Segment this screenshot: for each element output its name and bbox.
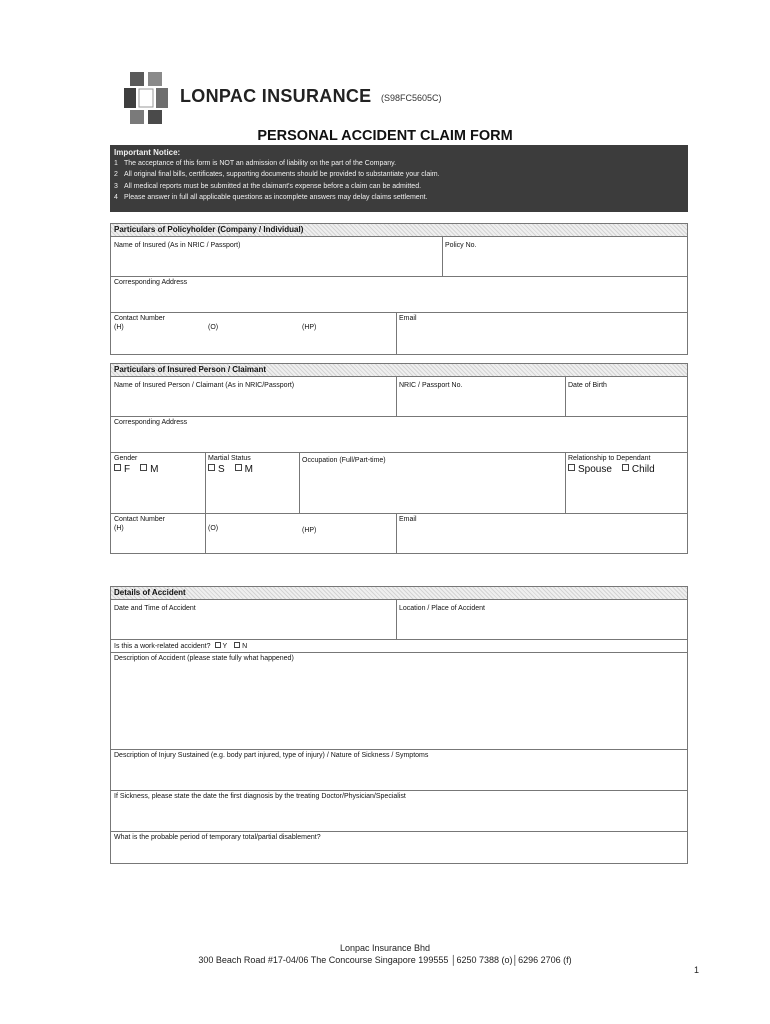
- claimant-phone-office-field[interactable]: (O): [208, 525, 219, 532]
- accident-description-field[interactable]: Description of Accident (please state fully what happened): [114, 655, 294, 662]
- policyholder-contact-label: Contact Number: [114, 315, 165, 322]
- page-number: 1: [694, 965, 700, 975]
- insured-name-field[interactable]: Name of Insured (As in NRIC / Passport): [114, 242, 241, 249]
- registration-number: (S98FC5605C): [381, 93, 442, 103]
- footer-company: Lonpac Insurance Bhd: [339, 943, 431, 953]
- accident-datetime-field[interactable]: Date and Time of Accident: [114, 605, 196, 612]
- notice-item: 3 All medical reports must be submitted at the claimant's expense before a claim can be admitted.: [114, 182, 422, 190]
- work-related-no-checkbox[interactable]: [234, 642, 240, 648]
- claimant-section: [110, 363, 688, 554]
- nric-passport-field[interactable]: NRIC / Passport No.: [399, 382, 463, 389]
- injury-description-field[interactable]: Description of Injury Sustained (e.g. body part injured, type of injury) / Nature of Sickness / Symptoms: [114, 752, 429, 759]
- spouse-checkbox[interactable]: [568, 464, 575, 471]
- policyholder-phone-mobile-field[interactable]: (HP): [302, 324, 317, 331]
- notice-item: 4 Please answer in full all applicable questions as incomplete answers may delay claims settlement.: [114, 194, 428, 202]
- accident-location-field[interactable]: Location / Place of Accident: [399, 605, 485, 612]
- sickness-diagnosis-field[interactable]: If Sickness, please state the date the first diagnosis by the treating Doctor/Physician/Specialist: [114, 793, 406, 800]
- footer-address: 300 Beach Road #17-04/06 The Concourse Singapore 199555 │6250 7388 (o)│6296 2706 (f): [198, 955, 572, 965]
- marital-s-checkbox[interactable]: [208, 464, 215, 471]
- policy-number-field[interactable]: Policy No.: [445, 242, 477, 249]
- relationship-options: Spouse Child: [568, 464, 655, 476]
- gender-options: F M: [114, 464, 158, 476]
- claimant-address-field[interactable]: Corresponding Address: [114, 419, 188, 426]
- work-related-yes-checkbox[interactable]: [215, 642, 221, 648]
- important-notice: [110, 145, 688, 212]
- relationship-label: Relationship to Dependant: [568, 455, 651, 462]
- claimant-email-field[interactable]: Email: [399, 516, 417, 523]
- occupation-field[interactable]: Occupation (Full/Part-time): [302, 457, 386, 464]
- accident-section: [110, 586, 688, 864]
- marital-options: S M: [208, 464, 253, 476]
- company-name: LONPAC INSURANCE: [180, 86, 372, 106]
- gender-m-checkbox[interactable]: [140, 464, 147, 471]
- policyholder-address-field[interactable]: Corresponding Address: [114, 279, 188, 286]
- notice-item: 2 All original final bills, certificates, supporting documents should be provided to substantiate your claim.: [114, 171, 440, 179]
- claimant-name-field[interactable]: Name of Insured Person / Claimant (As in NRIC/Passport): [114, 382, 295, 389]
- policyholder-phone-home-field[interactable]: (H): [114, 324, 124, 331]
- accident-heading: Details of Accident: [111, 587, 687, 600]
- policyholder-heading: Particulars of Policyholder (Company / Individual): [111, 224, 687, 237]
- child-checkbox[interactable]: [622, 464, 629, 471]
- disablement-period-field[interactable]: What is the probable period of temporary total/partial disablement?: [114, 834, 321, 841]
- lonpac-logo-icon: [122, 70, 170, 126]
- marital-status-label: Martial Status: [208, 455, 251, 462]
- notice-title: Important Notice:: [114, 148, 181, 157]
- work-related-question: Is this a work-related accident? Y N: [114, 643, 248, 650]
- claimant-phone-home-field[interactable]: (H): [114, 525, 124, 532]
- gender-f-checkbox[interactable]: [114, 464, 121, 471]
- claimant-contact-label: Contact Number: [114, 516, 165, 523]
- policyholder-section: [110, 223, 688, 355]
- marital-m-checkbox[interactable]: [235, 464, 242, 471]
- claimant-phone-mobile-field[interactable]: (HP): [302, 527, 317, 534]
- policyholder-email-field[interactable]: Email: [399, 315, 417, 322]
- gender-label: Gender: [114, 455, 138, 462]
- policyholder-phone-office-field[interactable]: (O): [208, 324, 219, 331]
- form-title: PERSONAL ACCIDENT CLAIM FORM: [257, 128, 513, 144]
- claimant-heading: Particulars of Insured Person / Claimant: [111, 364, 687, 377]
- notice-item: 1 The acceptance of this form is NOT an admission of liability on the part of the Company.: [114, 160, 397, 167]
- date-of-birth-field[interactable]: Date of Birth: [568, 382, 607, 389]
